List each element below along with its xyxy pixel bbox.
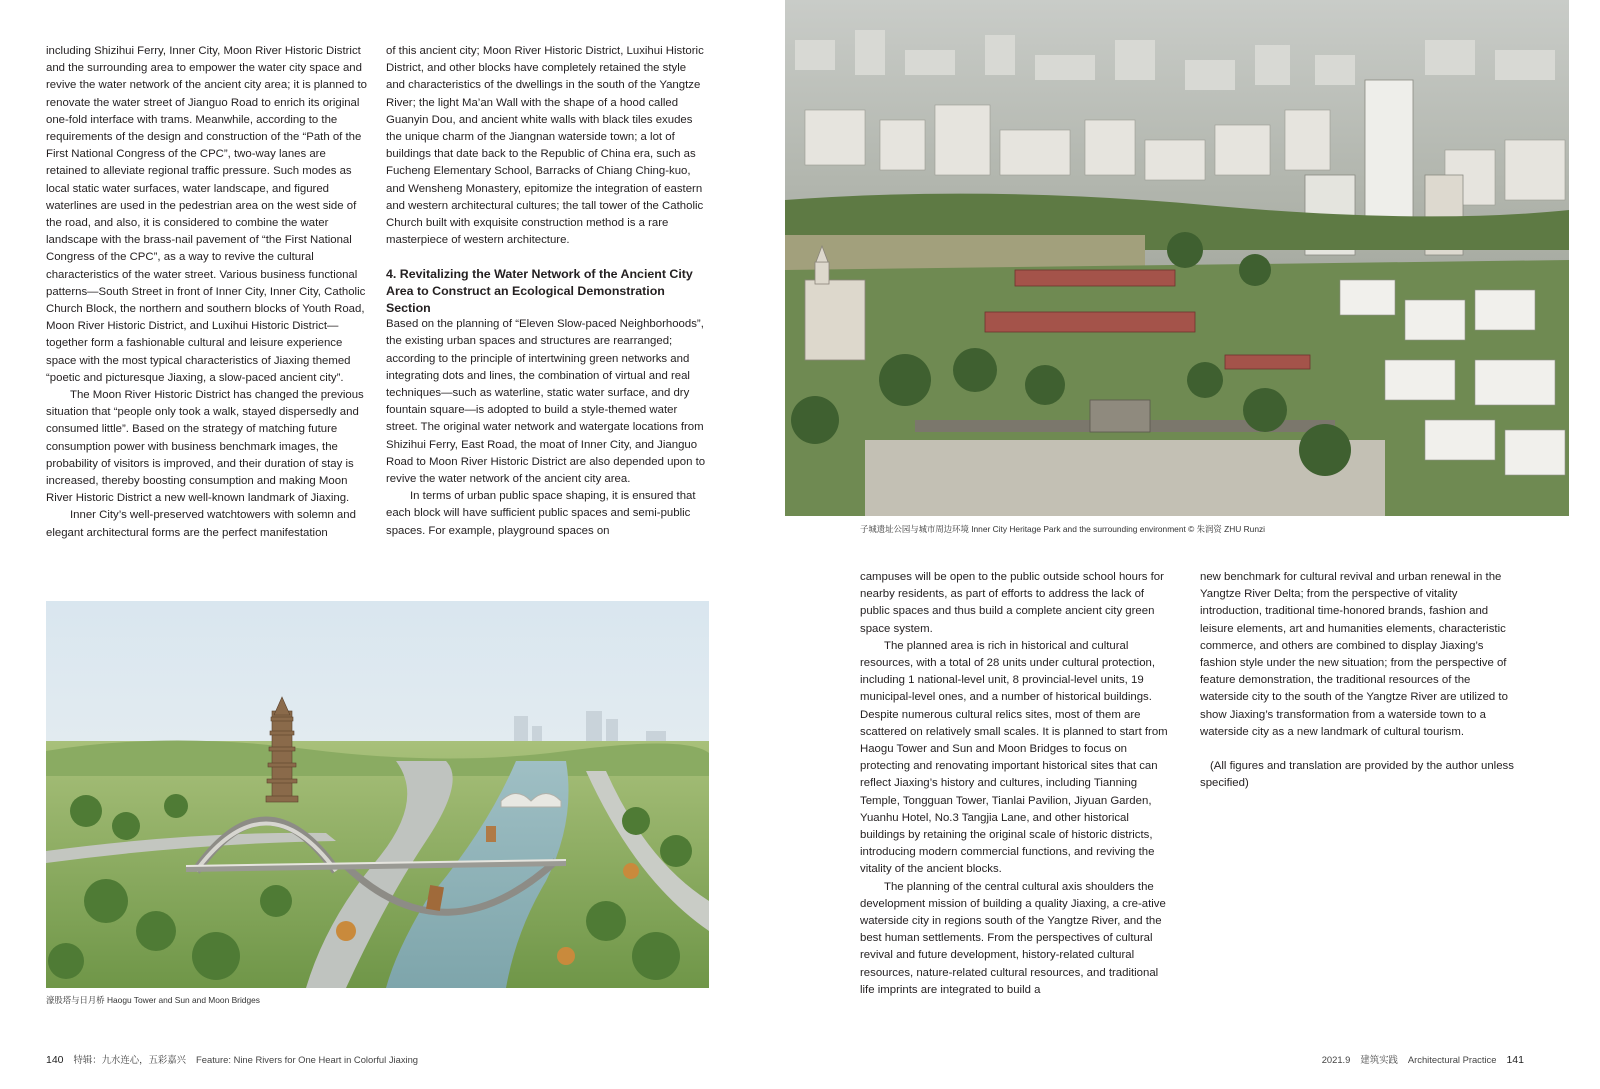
right-column-1 <box>860 569 1174 999</box>
page-number: 141 <box>1506 1054 1524 1066</box>
credit-note: (All figures and translation are provided by the author unless specified) <box>1200 760 1514 790</box>
haogu-tower-rendering-image <box>46 601 709 988</box>
rendering-caption: 濠股塔与日月桥 Haogu Tower and Sun and Moon Bridges <box>46 995 260 1005</box>
page-number: 140 <box>46 1054 64 1066</box>
left-column-1 <box>46 43 368 542</box>
section-heading: 4. Revitalizing the Water Network of the Ancient City Area to Construct an Ecological Demonstration Section <box>386 267 693 315</box>
right-column-2 <box>1200 569 1520 792</box>
issue-date: 2021.9 <box>1321 1054 1351 1065</box>
left-column-2 <box>386 43 708 540</box>
right-page-footer <box>1322 1054 1524 1066</box>
paragraph: The planning of the central cultural axis shoulders the development mission of building a quality Jiaxing, a cre-ative waterside city in regions south of the Yangtze River, and the best human settlements. From the perspectives of cultural revival and future development, history-related cultural resources, nature-related cultural resources, and traditional life imprints are integrated to build a <box>860 880 1166 996</box>
journal-name-cn: 建筑实践 <box>1360 1054 1398 1065</box>
inner-city-aerial-photo <box>785 0 1569 516</box>
aerial-photo-caption: 子城遗址公园与城市周边环境 Inner City Heritage Park and the surrounding environment © 朱润资 ZHU Runzi <box>860 524 1266 534</box>
paragraph: new benchmark for cultural revival and urban renewal in the Yangtze River Delta; from the perspective of vitality introduction, traditional time-honored brands, fashion and leisure elements, art and humanities elements, characteristic commerce, and others are combined to display Jiaxing’s fashion style under the new situation; from the perspective of feature demonstration, the traditional resources of the waterside city to the south of the Yangtze River are utilized to show Jiaxing’s transformation from a waterside town to a waterside city as a new landmark of cultural tourism. <box>1200 571 1508 738</box>
journal-name-en: Architectural Practice <box>1407 1054 1497 1065</box>
paragraph: campuses will be open to the public outside school hours for nearby residents, as part of efforts to address the lack of public spaces and thus build a complete ancient city green space system. <box>860 571 1164 635</box>
left-page-footer <box>46 1054 418 1066</box>
section-title-cn: 特辑：九水连心，五彩嘉兴 <box>73 1054 187 1065</box>
section-title-en: Feature: Nine Rivers for One Heart in Colorful Jiaxing <box>196 1054 419 1065</box>
paragraph: Based on the planning of “Eleven Slow-paced Neighborhoods”, the existing urban spaces and structures are rearranged; according to the principle of intertwining green networks and integrating dots and lines, the combination of virtual and real techniques—such as waterline, static water surface, and dry fountain square—is adopted to build a style-themed water street. The original water network and watergate locations from Shizihui Ferry, East Road, the moat of Inner City, and Jianguo Road to Moon River Historic District are also depended upon to revive the water network of the ancient city area. <box>386 318 706 486</box>
paragraph: In terms of urban public space shaping, it is ensured that each block will have sufficient public spaces and semi-public spaces. For example, playground spaces on <box>386 490 696 537</box>
paragraph: The Moon River Historic District has changed the previous situation that “people only took a walk, stayed dispersedly and consumed little”. Based on the strategy of matching future consumption power with business benchmark images, the probability of visitors is improved, and their duration of stay is increased, thereby boosting consumption and making Moon River Historic District a new well-known landmark of Jiaxing. <box>46 389 364 505</box>
paragraph: Inner City’s well-preserved watchtowers with solemn and elegant architectural forms are the perfect manifestation <box>46 509 356 539</box>
paragraph: including Shizihui Ferry, Inner City, Moon River Historic District and the surrounding area to empower the water city space and revive the water network of the ancient city area; it is planned to renovate the water street of Jianguo Road to enrich its original one-fold interface with trams. Meanwhile, according to the requirements of the design and construction of the “Path of the First National Congress of the CPC”, two-way lanes are retained to alleviate regional traffic pressure. Such modes as local static water surfaces, water landscape, and figured waterlines are used in the pedestrian area on the west side of the road, and also, it is considered to combine the water landscape with the brass-nail pavement of “the First National Congress of the CPC”, as a way to revive the cultural characteristics of the water street. Various business functional patterns—South Street in front of Inner City, Inner City, Catholic Church Block, the northern and southern blocks of Youth Road, Moon River Historic District, and Luxihui Historic District—together form a fashionable cultural and leisure experience space with the most typical characteristics of Jiaxing themed “poetic and picturesque Jiaxing, a slow-paced ancient city”. <box>46 45 368 384</box>
paragraph: of this ancient city; Moon River Historic District, Luxihui Historic District, and other blocks have completely retained the style and characteristics of the dwellings in the south of the Yangtze River; the light Ma’an Wall with the shape of a hood called Guanyin Dou, and ancient white walls with black tiles exudes the unique charm of the Jiangnan waterside town; a lot of buildings that date back to the Republic of China era, such as Fucheng Elementary School, Barracks of Chiang Ching-kuo, and Wensheng Monastery, epitomize the integration of eastern and western architectural cultures; the tall tower of the Catholic Church built with exquisite construction method is a rare masterpiece of western architecture. <box>386 45 704 247</box>
paragraph: The planned area is rich in historical and cultural resources, with a total of 28 units under cultural protection, including 1 national-level unit, 8 provincial-level units, 19 municipal-level ones, and a number of historical buildings. Despite numerous cultural relics sites, most of them are scattered on relatively small scales. It is planned to start from Haogu Tower and Sun and Moon Bridges to focus on protecting and renovating important historical sites that can reflect Jiaxing’s history and cultures, including Tianning Temple, Tongguan Tower, Tianlai Pavilion, Jiyuan Garden, Yuanhu Hotel, No.3 Tangjia Lane, and other historical buildings by retaining the original scale of historic districts, introducing modern commercial functions, and reviving the vitality of the ancient blocks. <box>860 639 1168 876</box>
